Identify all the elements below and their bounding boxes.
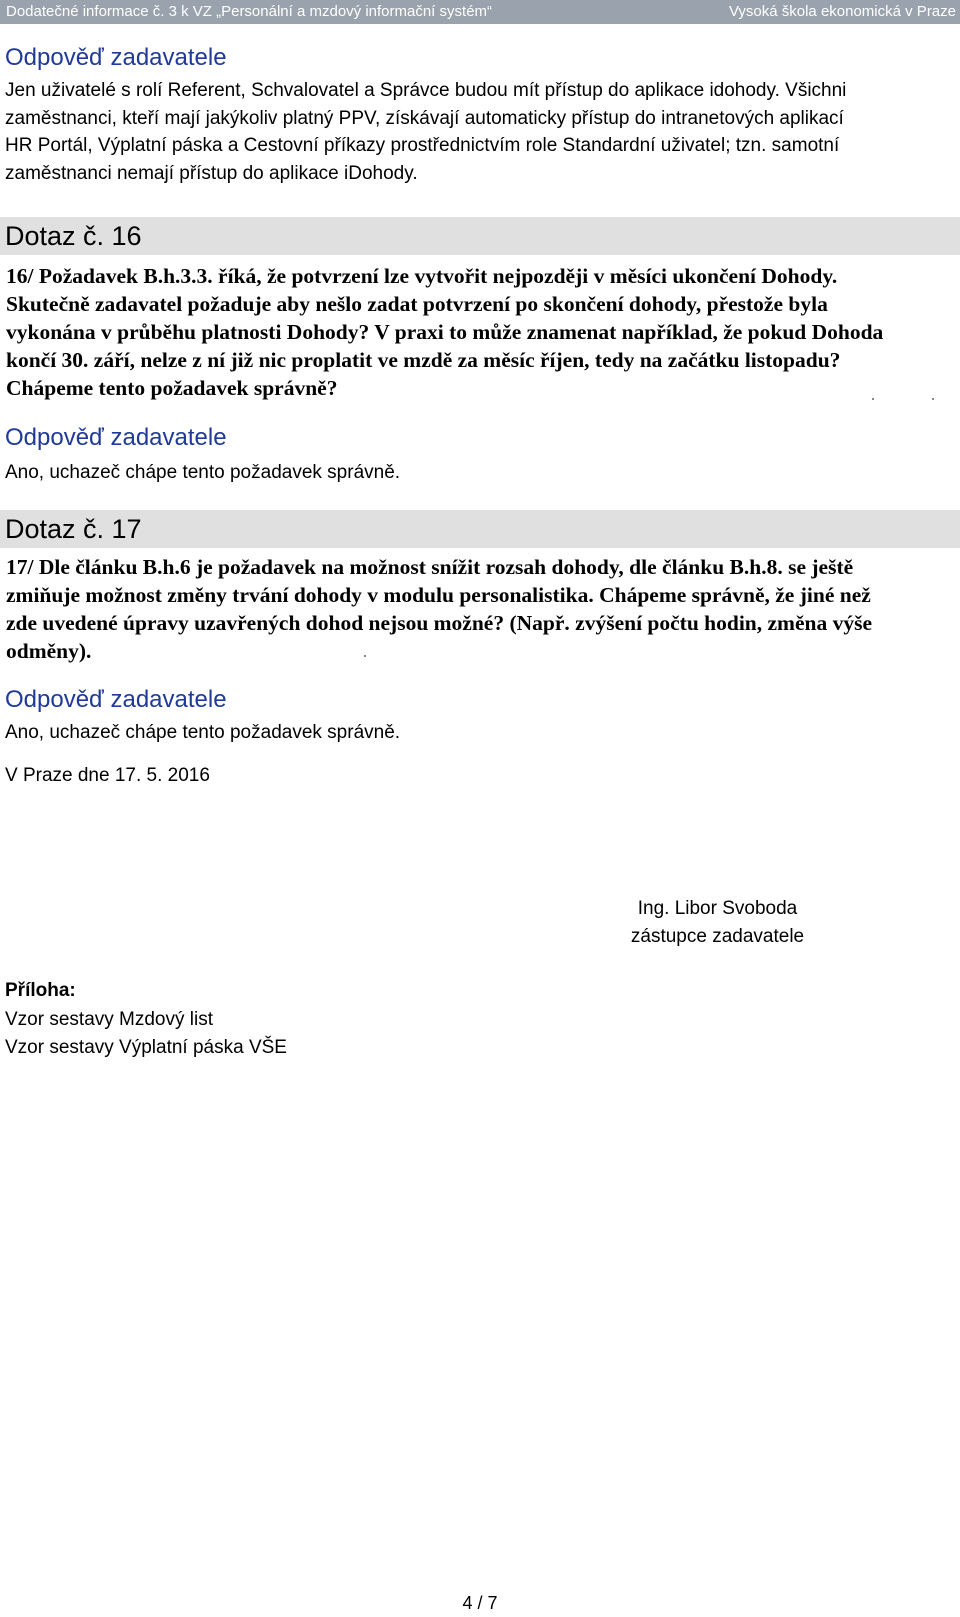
query-17-answer-heading: Odpověď zadavatele <box>5 686 227 713</box>
query-16-heading-bar <box>0 217 960 255</box>
answer-line: zaměstnanci nemají přístup do aplikace iDohody. <box>5 162 418 184</box>
scan-line: 17/ Dle článku B.h.6 je požadavek na možnost snížit rozsah dohody, dle článku B.h.8. se ještě <box>6 555 854 579</box>
scan-speck <box>872 398 874 400</box>
query-16-answer-heading: Odpověď zadavatele <box>5 424 227 451</box>
query-16-answer: Ano, uchazeč chápe tento požadavek správně. <box>5 462 401 483</box>
query-17-answer: Ano, uchazeč chápe tento požadavek správně. <box>5 722 401 743</box>
document-date: V Praze dne 17. 5. 2016 <box>5 765 210 786</box>
scan-line: Chápeme tento požadavek správně? <box>6 376 338 400</box>
answer-line: Jen uživatelé s rolí Referent, Schvalovatel a Správce budou mít přístup do aplikace idohody. Všichni <box>5 80 847 101</box>
signatory-role: zástupce zadavatele <box>630 926 805 947</box>
scan-line: zde uvedené úpravy uzavřených dohod nejsou možné? (Např. zvýšení počtu hodin, změna výše <box>6 611 872 635</box>
document-header <box>0 0 960 24</box>
query-17-scanned-text <box>6 553 872 665</box>
attachment-title: Příloha: <box>5 980 76 1001</box>
answer-paragraph <box>5 77 846 187</box>
scan-line: 16/ Požadavek B.h.3.3. říká, že potvrzení lze vytvořit nejpozději v měsíci ukončení Dohody. <box>6 264 838 288</box>
attachment-item: Vzor sestavy Mzdový list <box>5 1009 213 1030</box>
scan-speck <box>932 398 934 400</box>
attachment-list <box>5 1006 287 1061</box>
scan-speck <box>364 655 366 657</box>
page-number: 4 / 7 <box>462 1593 498 1613</box>
scan-line: Skutečně zadavatel požaduje aby nešlo zadat potvrzení po skončení dohody, přestože byla <box>6 292 828 316</box>
scan-line: končí 30. září, nelze z ní již nic proplatit ve mzdě za měsíc říjen, tedy na začátku listopadu? <box>6 348 841 372</box>
scan-line: zmiňuje možnost změny trvání dohody v modulu personalistika. Chápeme správně, že jiné než <box>6 583 871 607</box>
header-organization: Vysoká škola ekonomická v Praze <box>728 3 956 20</box>
query-16-scanned-text <box>6 262 883 402</box>
signature-block <box>600 895 835 951</box>
signatory-name: Ing. Libor Svoboda <box>637 898 798 919</box>
scan-line: odměny). <box>6 639 92 663</box>
header-document-title: Dodatečné informace č. 3 k VZ „Personální a mzdový informační systém“ <box>6 3 493 20</box>
answer-line: HR Portál, Výplatní páska a Cestovní příkazy prostřednictvím role Standardní uživatel; tzn. samotní <box>5 135 840 156</box>
query-16-title: Dotaz č. 16 <box>5 221 142 251</box>
answer-heading: Odpověď zadavatele <box>5 44 227 71</box>
query-17-heading-bar <box>0 510 960 548</box>
scan-line: vykonána v průběhu platnosti Dohody? V praxi to může znamenat například, že pokud Dohoda <box>6 320 884 344</box>
attachment-item: Vzor sestavy Výplatní páska VŠE <box>5 1036 287 1058</box>
answer-line: zaměstnanci, kteří mají jakýkoliv platný PPV, získávají automaticky přístup do intranetových aplikací <box>5 107 844 129</box>
query-17-title: Dotaz č. 17 <box>5 514 142 544</box>
